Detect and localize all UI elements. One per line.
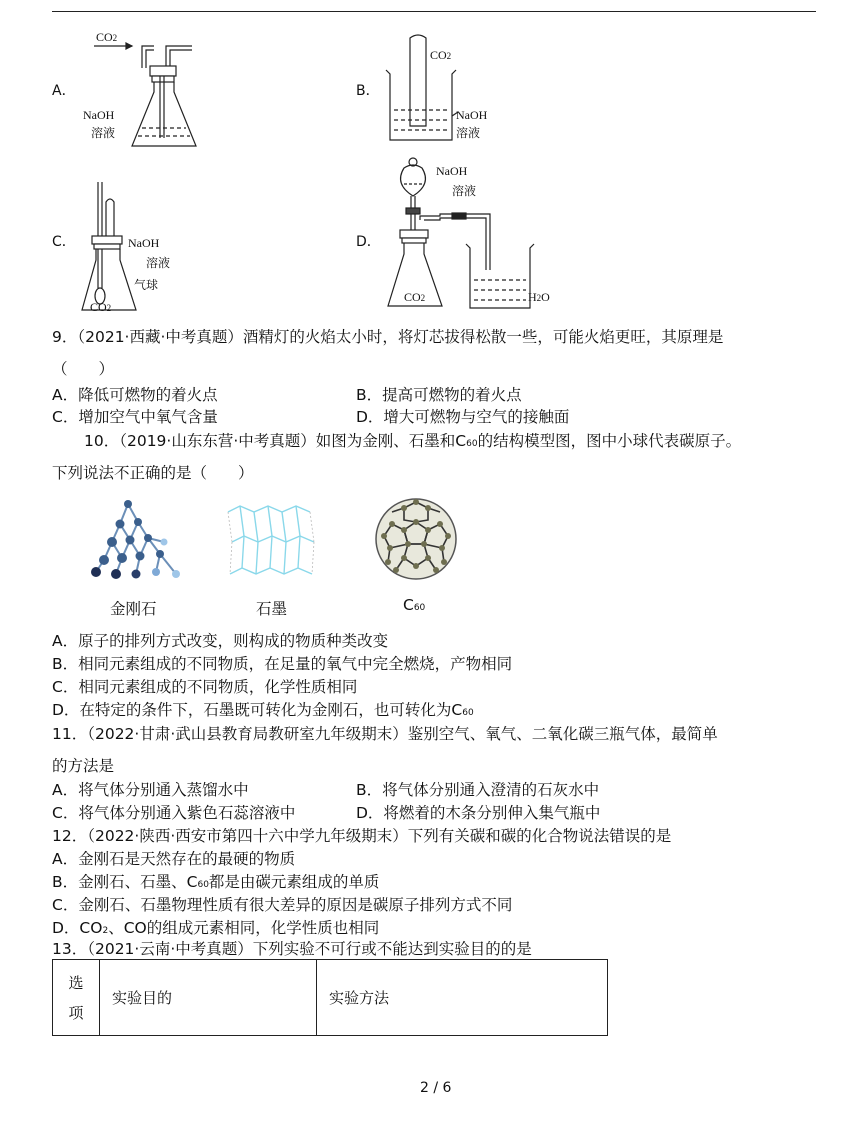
q12-option-c: C．金刚石、石墨物理性质有很大差异的原因是碳原子排列方式不同 xyxy=(52,896,513,914)
q9-option-d: D．增大可燃物与空气的接触面 xyxy=(356,408,570,426)
label-c-naoh: NaOH xyxy=(128,236,160,250)
q10-option-a: A．原子的排列方式改变，则构成的物质种类改变 xyxy=(52,632,389,650)
option-a-label: A． xyxy=(52,83,76,99)
label-c-balloon: 气球 xyxy=(134,278,159,292)
q10-stem-line2: 下列说法不正确的是（ ） xyxy=(52,464,254,482)
label-d-solution: 溶液 xyxy=(452,184,477,198)
q12-option-d: D．CO2、CO的组成元素相同，化学性质也相同 xyxy=(52,919,380,937)
option-b-label: B． xyxy=(356,83,380,99)
q9-option-a: A．降低可燃物的着火点 xyxy=(52,386,218,404)
label-a-solution: 溶液 xyxy=(91,126,116,140)
header-purpose: 实验目的 xyxy=(100,960,317,1036)
label-c-solution: 溶液 xyxy=(146,256,171,270)
q12-option-a: A．金刚石是天然存在的最硬的物质 xyxy=(52,850,296,868)
option-c-label: C． xyxy=(52,234,76,250)
header-option: 选 项 xyxy=(53,960,100,1036)
q9-option-c: C．增加空气中氧气含量 xyxy=(52,408,218,426)
label-d-co2: CO2 xyxy=(404,290,426,304)
label-c-co2: CO2 xyxy=(90,300,112,314)
caption-diamond: 金刚石 xyxy=(110,600,157,618)
q10-option-d: D．在特定的条件下，石墨既可转化为金刚石，也可转化为C60 xyxy=(52,701,474,719)
header-method: 实验方法 xyxy=(317,960,608,1036)
label-a-naoh: NaOH xyxy=(83,108,115,122)
q11-option-a: A．将气体分别通入蒸馏水中 xyxy=(52,781,249,799)
label-d-water: H2O xyxy=(528,290,550,304)
table-header-row xyxy=(53,960,608,1036)
q12-option-b: B．金刚石、石墨、C60都是由碳元素组成的单质 xyxy=(52,873,380,891)
q10-option-c: C．相同元素组成的不同物质，化学性质相同 xyxy=(52,678,358,696)
graphite-structure-image xyxy=(224,502,320,582)
caption-c60: C60 xyxy=(403,596,426,614)
c60-structure-image xyxy=(370,494,462,584)
page-number: 2 / 6 xyxy=(420,1080,452,1096)
label-d-naoh: NaOH xyxy=(436,164,468,178)
q11-option-b: B．将气体分别通入澄清的石灰水中 xyxy=(356,781,600,799)
q13-stem: 13．（2021·云南·中考真题）下列实验不可行或不能达到实验目的的是 xyxy=(52,940,532,958)
q9-answer-blank: （ ） xyxy=(52,360,115,378)
label-a-co2: CO2 xyxy=(96,30,118,44)
q10-option-b: B．相同元素组成的不同物质，在足量的氧气中完全燃烧，产物相同 xyxy=(52,655,513,673)
label-b-co2: CO2 xyxy=(430,48,452,62)
q11-option-c: C．将气体分别通入紫色石蕊溶液中 xyxy=(52,804,296,822)
option-d-label: D． xyxy=(356,234,381,250)
q9-option-b: B．提高可燃物的着火点 xyxy=(356,386,522,404)
q9-stem: 9．（2021·西藏·中考真题）酒精灯的火焰太小时，将灯芯拔得松散一些，可能火焰更旺，其原理是 xyxy=(52,328,724,346)
caption-graphite: 石墨 xyxy=(256,600,288,618)
q13-table xyxy=(52,959,608,1036)
header-rule xyxy=(52,11,816,12)
q10-stem-line1: 10．（2019·山东东营·中考真题）如图为金刚、石墨和C60的结构模型图，图中小球代表碳原子。 xyxy=(84,432,742,450)
q11-option-d: D．将燃着的木条分别伸入集气瓶中 xyxy=(356,804,601,822)
q11-stem-line1: 11．（2022·甘肃·武山县教育局教研室九年级期末）鉴别空气、氧气、二氧化碳三瓶气体，最简单 xyxy=(52,725,718,743)
label-b-naoh: NaOH xyxy=(456,108,488,122)
diamond-structure-image xyxy=(90,498,184,584)
label-b-solution: 溶液 xyxy=(456,126,481,140)
q12-stem: 12．（2022·陕西·西安市第四十六中学九年级期末）下列有关碳和碳的化合物说法错误的是 xyxy=(52,827,672,845)
q11-stem-line2: 的方法是 xyxy=(52,757,115,775)
